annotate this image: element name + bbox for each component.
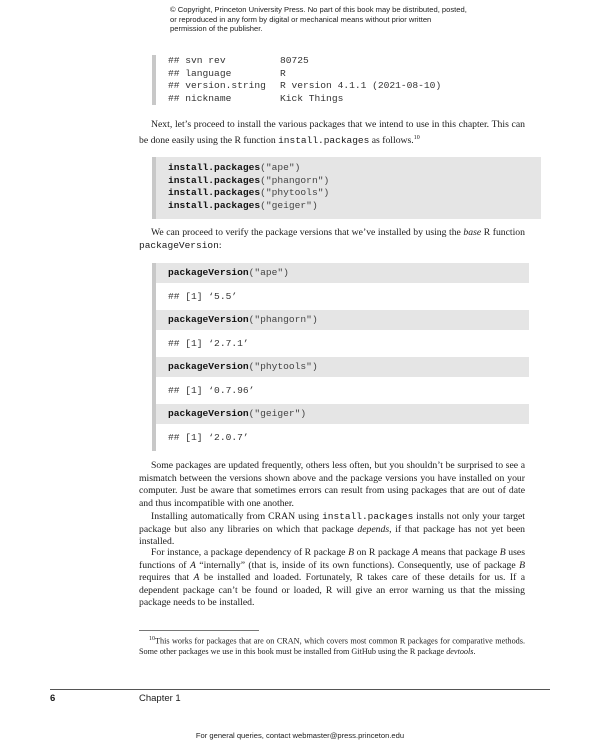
footer-divider — [50, 689, 550, 690]
code-line: ## svn rev 80725 — [168, 55, 309, 66]
contact-notice: For general queries, contact webmaster@press.princeton.edu — [195, 731, 405, 740]
paragraph-install-intro: Next, let’s proceed to install the various packages that we intend to use in this chapter. This can be done easily using the R function install.packages as follows.$^{10}$ — [139, 119, 525, 146]
code-input-line: packageVersion("geiger") — [156, 404, 529, 424]
code-line: install.packages("phangorn") — [168, 174, 330, 186]
code-output-line: ## [1] ‘2.0.7’ — [168, 432, 249, 443]
code-line: install.packages("geiger") — [168, 199, 318, 211]
code-line: install.packages("phytools") — [168, 187, 330, 198]
footnote-divider — [139, 630, 259, 631]
code-line: ## language R — [168, 67, 286, 79]
install-code-block — [152, 157, 541, 219]
code-input-line: packageVersion("phytools") — [156, 357, 529, 377]
footnote-ref: 10 — [413, 134, 420, 141]
paragraph-dependency: For instance, a package dependency of R package B on R package A means that package B uses functions of A “internally” (that is, inside of its own functions). Consequently, use of package B requires that A be installed and loaded. Fortunately, R takes care of these details for us. If a dependent package can’t be found or loaded, R will give an error warning us that the missing package needs to be installed. — [139, 547, 526, 609]
copyright-notice: © Copyright, Princeton University Press. No part of this book may be distributed, posted, or reproduced in any form by digital or mechanical means without prior written permission of the publisher. — [170, 5, 467, 34]
paragraph-updates: Some packages are updated frequently, others less often, but you shouldn’t be surprised to see a mismatch between the versions shown above and the package versions you have installed on your computer. Just be aware that sometimes errors can result from using packages that are out of date and thus incompatible with one another. — [139, 460, 525, 509]
page-number: 6 — [50, 693, 56, 704]
version-check-block — [152, 263, 529, 451]
code-line: ## version.string R version 4.1.1 (2021-08-10) — [168, 80, 442, 91]
code-output-line: ## [1] ‘0.7.96’ — [168, 385, 255, 396]
code-output-line: ## [1] ‘2.7.1’ — [168, 338, 249, 349]
svn-output-block — [152, 55, 541, 105]
footnote: $^{10}$This works for packages that are on CRAN, which covers most common R packages for comparative methods. Some other packages we use in this book must be installed from GitHub using the R package devtools. — [139, 636, 525, 657]
code-line: install.packages("ape") — [168, 162, 301, 173]
paragraph-cran-install: Installing automatically from CRAN using install.packages installs not only your target package but also any libraries on which that package depends, if that package has not yet been installed. — [139, 511, 526, 548]
code-input-line: packageVersion("ape") — [156, 263, 529, 283]
code-output-line: ## [1] ‘5.5’ — [168, 291, 238, 302]
code-line: ## nickname Kick Things — [168, 92, 344, 104]
paragraph-verify-intro: We can proceed to verify the package versions that we’ve installed by using the base R function packageVersion: — [139, 227, 525, 251]
code-input-line: packageVersion("phangorn") — [156, 310, 529, 330]
chapter-label: Chapter 1 — [139, 693, 181, 704]
